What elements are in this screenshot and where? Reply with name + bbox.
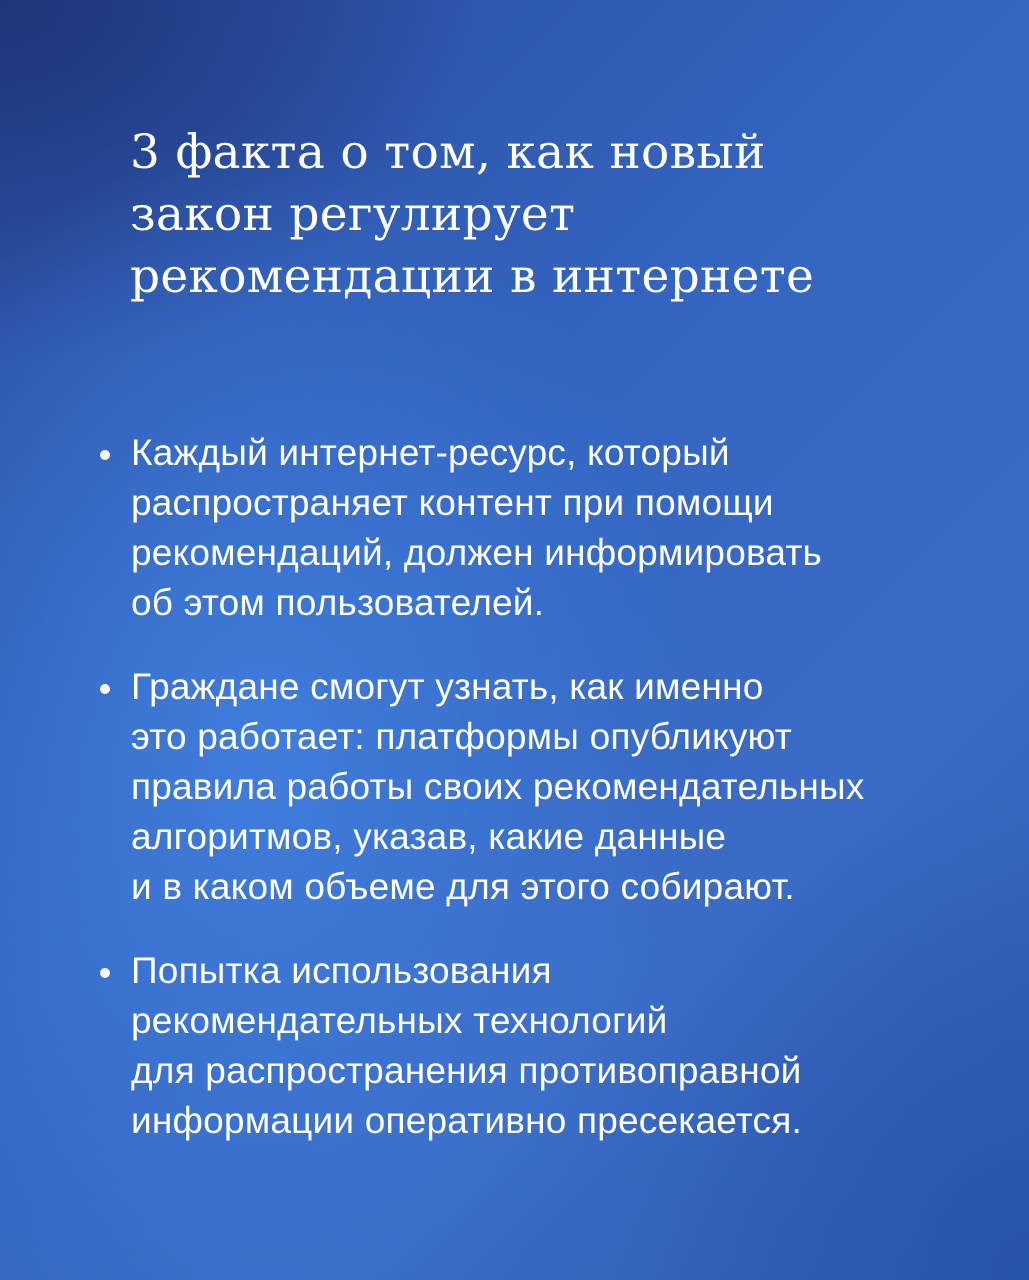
fact-item [0,946,1029,1146]
fact-text-line: это работает: платформы опубликуют [131,716,792,757]
fact-text-line: рекомендаций, должен информировать [131,532,823,573]
title-line: закон регулирует [130,187,576,242]
fact-text-line: рекомендательных технологий [131,1000,668,1041]
fact-text-line: и в каком объеме для этого собирают. [131,866,795,907]
bullet-icon [100,684,110,694]
fact-text-line: информации оперативно пресекается. [131,1100,802,1141]
facts-list [0,428,1029,1180]
fact-text-line: для распространения противоправной [131,1050,802,1091]
fact-text-line: об этом пользователей. [131,582,545,623]
fact-text-line: Граждане смогут узнать, как именно [131,666,764,707]
title-line: рекомендации в интернете [130,249,815,304]
bullet-icon [100,968,110,978]
title-line: 3 факта о том, как новый [130,125,766,180]
bullet-icon [100,450,110,460]
fact-item [0,428,1029,628]
fact-item [0,662,1029,912]
page-title [130,122,930,308]
fact-text-line: алгоритмов, указав, какие данные [131,816,727,857]
fact-text-line: Каждый интернет-ресурс, который [131,432,730,473]
fact-text-line: распространяет контент при помощи [131,482,774,523]
fact-text-line: правила работы своих рекомендательных [131,766,865,807]
fact-text-line: Попытка использования [131,950,552,991]
